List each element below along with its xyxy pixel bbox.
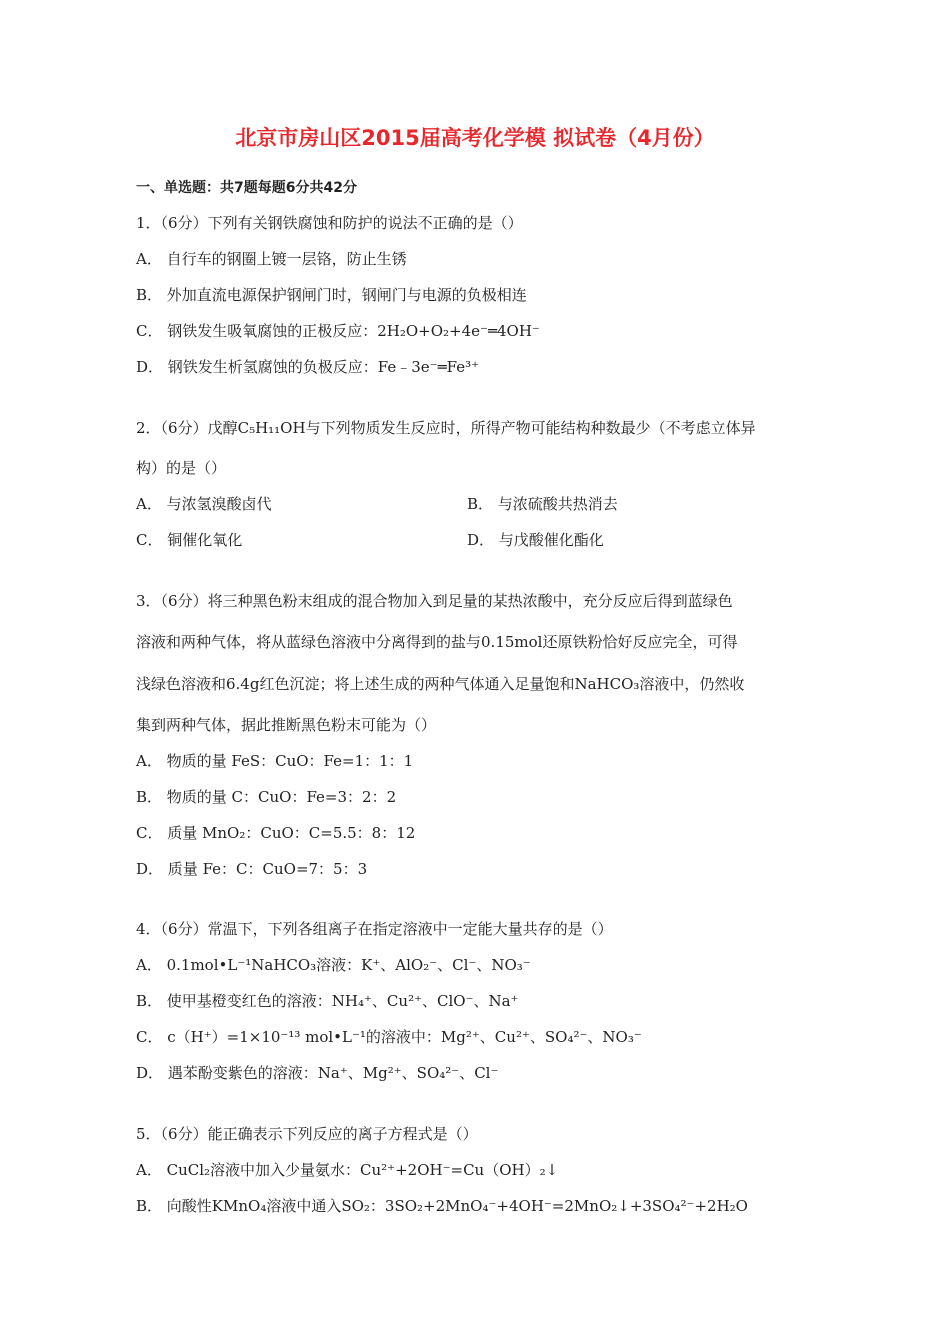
question-5-option-b: B． 向酸性KMnO₄溶液中通入SO₂：3SO₂+2MnO₄⁻+4OH⁻=2MnO₂↓+3SO₄²⁻+2H₂O [136,1197,748,1215]
page-title: 北京市房山区2015届高考化学模 拟试卷（4月份） [235,126,715,150]
question-3-option-b: B． 物质的量 C：CuO：Fe=3：2：2 [136,788,397,806]
question-4-option-b: B． 使甲基橙变红色的溶液：NH₄⁺、Cu²⁺、ClO⁻、Na⁺ [136,992,519,1010]
question-4-stem: 4．（6分）常温下，下列各组离子在指定溶液中一定能大量共存的是（） [136,920,613,938]
question-1-option-b: B． 外加直流电源保护钢闸门时，钢闸门与电源的负极相连 [136,286,527,304]
question-4-option-d: D． 遇苯酚变紫色的溶液：Na⁺、Mg²⁺、SO₄²⁻、Cl⁻ [136,1064,499,1082]
question-3-option-d: D． 质量 Fe：C：CuO=7：5：3 [136,860,368,878]
question-2-stem-line1: 2．（6分）戊醇C₅H₁₁OH与下列物质发生反应时，所得产物可能结构种数最少（不考虑立体异 [136,419,756,437]
question-4-option-c: C． c（H⁺）=1×10⁻¹³ mol•L⁻¹的溶液中：Mg²⁺、Cu²⁺、SO₄²⁻、NO₃⁻ [136,1028,642,1046]
question-4-option-a: A． 0.1mol•L⁻¹NaHCO₃溶液：K⁺、AlO₂⁻、Cl⁻、NO₃⁻ [136,956,531,974]
question-1-option-c: C． 钢铁发生吸氧腐蚀的正极反应：2H₂O+O₂+4e⁻═4OH⁻ [136,322,540,340]
question-3-stem-line4: 集到两种气体，据此推断黑色粉末可能为（） [136,716,437,734]
question-1-option-a: A． 自行车的钢圈上镀一层铬，防止生锈 [136,250,407,268]
question-5-stem: 5．（6分）能正确表示下列反应的离子方程式是（） [136,1125,478,1143]
question-1-option-d: D． 钢铁发生析氢腐蚀的负极反应：Fe﹣3e⁻═Fe³⁺ [136,358,480,376]
question-2-option-c: C． 铜催化氧化 [136,531,243,549]
question-2-option-a: A． 与浓氢溴酸卤代 [136,495,272,513]
question-3-stem-line1: 3．（6分）将三种黑色粉末组成的混合物加入到足量的某热浓酸中，充分反应后得到蓝绿色 [136,592,733,610]
question-3-option-a: A． 物质的量 FeS：CuO：Fe=1：1：1 [136,752,414,770]
question-3-stem-line2: 溶液和两种气体，将从蓝绿色溶液中分离得到的盐与0.15mol还原铁粉恰好反应完全，可得 [136,633,738,651]
question-2-option-d: D． 与戊酸催化酯化 [467,531,604,549]
section-heading: 一、单选题：共7题每题6分共42分 [136,180,357,196]
question-2-option-b: B． 与浓硫酸共热消去 [467,495,618,513]
question-2-stem-line2: 构）的是（） [136,459,227,477]
question-3-option-c: C． 质量 MnO₂：CuO：C=5.5：8：12 [136,824,416,842]
question-1-stem: 1．（6分）下列有关钢铁腐蚀和防护的说法不正确的是（） [136,214,523,232]
question-5-option-a: A． CuCl₂溶液中加入少量氨水：Cu²⁺+2OH⁻=Cu（OH）₂↓ [136,1161,559,1179]
question-3-stem-line3: 浅绿色溶液和6.4g红色沉淀；将上述生成的两种气体通入足量饱和NaHCO₃溶液中，仍然收 [136,675,745,693]
